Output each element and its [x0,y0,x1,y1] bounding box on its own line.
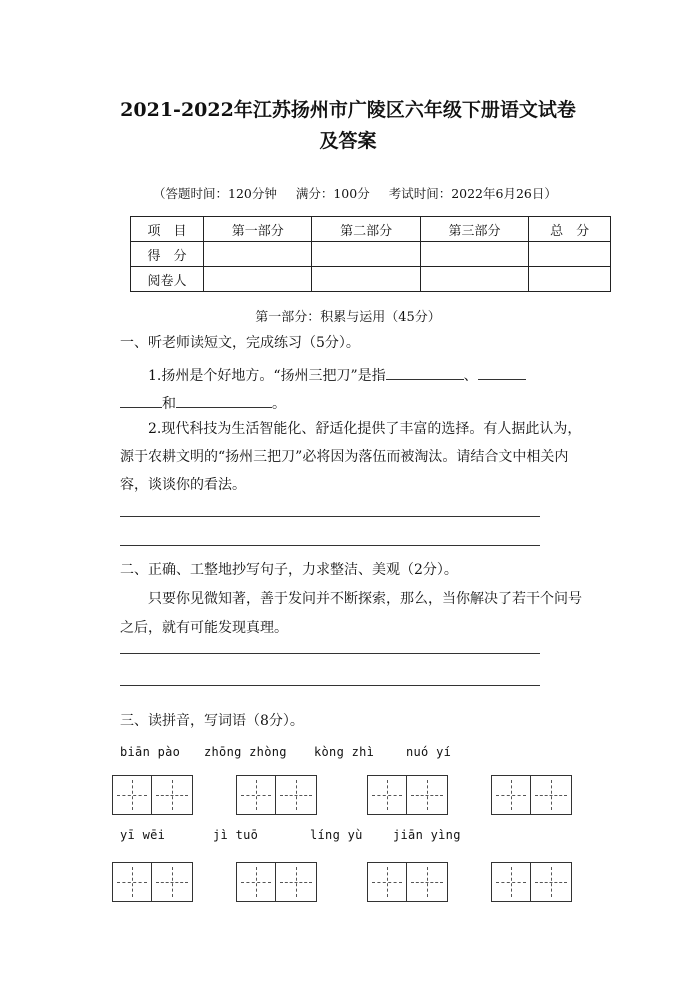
section1-q2-line3: 容，谈谈你的看法。 [120,477,246,493]
q1-blank-2a[interactable] [478,365,526,380]
tianzige-7[interactable] [367,862,448,902]
grid-cell[interactable] [367,862,407,902]
section2-sentence-line2: 之后，就有可能发现真理。 [120,620,288,636]
grid-cell[interactable] [407,775,448,815]
exam-full-score: 满分：100分 [295,186,370,201]
pinyin-3: kòng zhì [314,745,375,759]
pinyin-4: nuó yí [406,745,452,759]
grid-cell[interactable] [531,862,572,902]
grid-cell[interactable] [152,862,193,902]
section2-sentence-line1: 只要你见微知著，善于发问并不断探索，那么，当你解决了若干个问号 [148,591,582,607]
exam-title-line1: 2021-2022年江苏扬州市广陵区六年级下册语文试卷 [120,99,576,121]
grid-cell[interactable] [276,775,317,815]
tianzige-4[interactable] [491,775,572,815]
grid-cell[interactable] [491,862,531,902]
tianzige-5[interactable] [112,862,193,902]
grid-cell[interactable] [531,775,572,815]
section1-q2-line1: 2.现代科技为生活智能化、舒适化提供了丰富的选择。有人据此认为， [148,421,582,437]
grid-cell[interactable] [152,775,193,815]
copy-line[interactable] [120,685,540,686]
score-header-item: 项 目 [131,217,204,242]
part1-title: 第一部分：积累与运用（45分） [255,310,441,325]
pinyin-1: biān pào [120,745,181,759]
grid-cell[interactable] [112,775,152,815]
answer-line[interactable] [120,545,540,546]
tianzige-1[interactable] [112,775,193,815]
grader-row [131,267,611,292]
q1-and: 和 [162,396,176,412]
exam-info [153,184,572,202]
q1-text: 1.扬州是个好地方。“扬州三把刀”是指 [148,368,386,384]
score-row [131,242,611,267]
grid-cell[interactable] [112,862,152,902]
tianzige-2[interactable] [236,775,317,815]
tianzige-8[interactable] [491,862,572,902]
q1-separator: 、 [463,368,478,384]
grid-cell[interactable] [367,775,407,815]
grid-cell[interactable] [236,775,276,815]
exam-title-line2: 及答案 [319,130,377,152]
section1-q1 [148,365,526,383]
answer-line[interactable] [120,516,540,517]
exam-duration: （答题时间：120分钟 [153,186,277,201]
score-table [130,216,611,292]
score-header-part1: 第一部分 [204,217,312,242]
pinyin-8: jiān yìng [393,828,461,842]
grid-cell[interactable] [276,862,317,902]
tianzige-3[interactable] [367,775,448,815]
section1-heading: 一、听老师读短文，完成练习（5分）。 [120,335,360,351]
q1-blank-1[interactable] [386,365,464,380]
pinyin-7: líng yù [310,828,363,842]
grader-cell[interactable] [420,267,528,292]
pinyin-6: jì tuō [213,828,259,842]
grader-cell[interactable] [312,267,420,292]
grader-cell[interactable] [529,267,611,292]
score-header-part3: 第三部分 [420,217,528,242]
pinyin-2: zhōng zhòng [204,745,287,759]
section3-heading: 三、读拼音，写词语（8分）。 [120,713,304,729]
tianzige-6[interactable] [236,862,317,902]
copy-line[interactable] [120,653,540,654]
score-row-label: 得 分 [131,242,204,267]
section1-q2-line2: 源于农耕文明的“扬州三把刀”必将因为落伍而被淘汰。请结合文中相关内 [120,449,569,465]
exam-date: 考试时间：2022年6月26日） [388,186,557,201]
grid-cell[interactable] [236,862,276,902]
grid-cell[interactable] [407,862,448,902]
score-cell[interactable] [529,242,611,267]
grader-cell[interactable] [204,267,312,292]
grader-row-label: 阅卷人 [131,267,204,292]
q1-end: 。 [272,396,286,412]
score-cell[interactable] [420,242,528,267]
section1-q1-cont [120,393,286,411]
q1-blank-2b[interactable] [120,393,162,408]
q1-blank-3[interactable] [176,393,272,408]
score-header-total: 总 分 [529,217,611,242]
score-table-header-row [131,217,611,242]
score-cell[interactable] [204,242,312,267]
section2-heading: 二、正确、工整地抄写句子，力求整洁、美观（2分）。 [120,562,458,578]
grid-cell[interactable] [491,775,531,815]
score-header-part2: 第二部分 [312,217,420,242]
score-cell[interactable] [312,242,420,267]
pinyin-5: yī wēi [120,828,166,842]
